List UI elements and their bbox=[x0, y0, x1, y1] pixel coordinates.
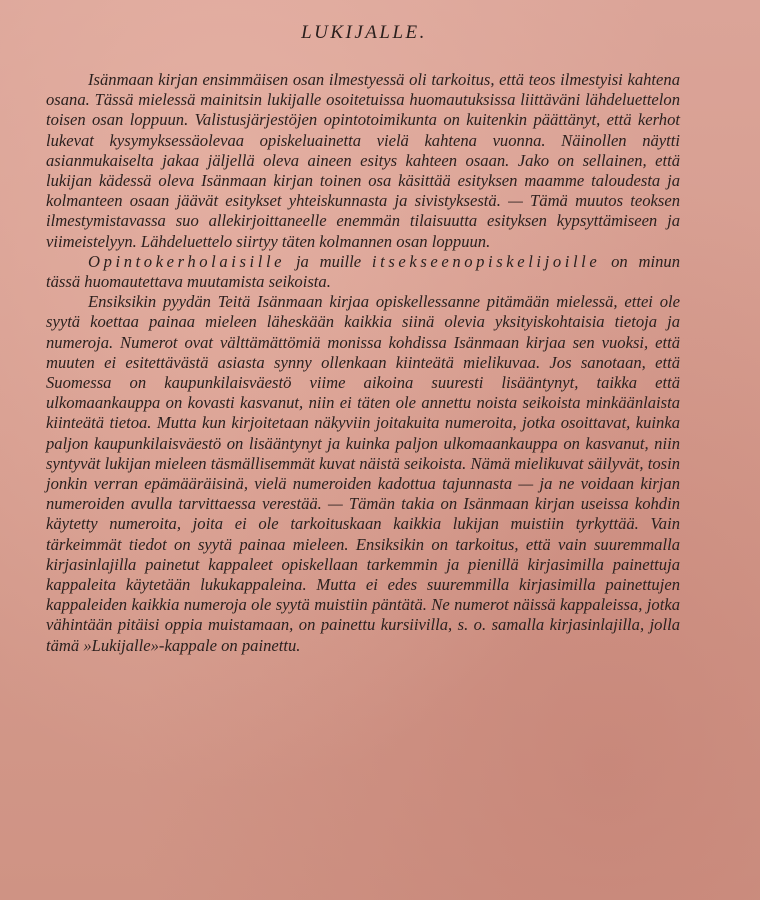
spaced-word-2: itsekseenopiskelijoille bbox=[371, 251, 601, 271]
paragraph-2 bbox=[46, 252, 680, 292]
body-text bbox=[46, 70, 680, 656]
page-title: LUKIJALLE. bbox=[301, 22, 427, 43]
paragraph-1: Isänmaan kirjan ensimmäisen osan ilmestyessä oli tarkoitus, että teos ilmestyisi kahtena osana. Tässä mielessä mainitsin lukijalle osoitetuissa huomautuksissa liittäväni lähdeluettelon toisen osan loppuun. Valistusjärjestöjen opintotoimikunta on kuitenkin päättänyt, että kerhot lukevat kysymyksessäolevaa opiskeluainetta vielä kahtena vuonna. Näinollen näytti asianmukaiselta jakaa jäljellä oleva aineen esitys kahteen osaan. Jako on sellainen, että lukijan kädessä oleva Isänmaan kirjan toinen osa käsittää esityksen maamme taloudesta ja kolmanteen osaan jäävät esitykset yhteiskunnasta ja sivistyksestä. — Tämä muutos teoksen ilmestymistavassa suo allekirjoittaneelle enemmän tilaisuutta esityksen kypsyttämiseen ja viimeistelyyn. Lähdeluettelo siirtyy täten kolmannen osan loppuun. bbox=[46, 70, 680, 251]
paragraph-3: Ensiksikin pyydän Teitä Isänmaan kirjaa opiskellessanne pitämään mielessä, ettei ole syytä koettaa painaa mieleen läheskään kaikkia siinä olevia yksityiskohtaisia tietoja ja numeroja. Numerot ovat välttämättömiä monissa kohdissa Isänmaan kirjaa sen vuoksi, että muuten ei esitettävästä asiasta synny ollenkaan kiinteätä mielikuvaa. Jos sanotaan, että Suomessa on kaupunkilaisväestö viime aikoina suuresti lisääntynyt, taikka että ulkomaankauppa on kovasti kasvanut, niin ei täten ole annettu noista seikoista minkäänlaista kiinteätä tietoa. Mutta kun kirjoitetaan näkyviin joitakuita numeroita, jotka osoittavat, kuinka paljon kaupunkilaisväestö on lisääntynyt ja kuinka paljon ulkomaankauppa on kasvanut, niin syntyvät lukijan mieleen täsmällisemmät kuvat näistä seikoista. Nämä mielikuvat säilyvät, tosin jonkin verran epämääräisinä, vielä numeroiden kadottua tajunnasta — ja ne voidaan kirjan numeroiden avulla tarvittaessa verestää. — Tämän takia on Isänmaan kirjan useissa kohdin käytetty numeroita, joita ei ole tarkoituskaan kaikkia lukijan muistiin tyrkyttää. Vain tärkeimmät tiedot on syytä painaa mieleen. Ensiksikin on tarkoitus, että vain suuremmalla kirjasinlajilla painetut kappaleet opiskellaan tarkemmin ja pienillä kirjasimilla painettuja kappaleita käytetään lukukappaleina. Mutta ei edes suuremmilla kirjasimilla painettujen kappaleiden kaikkia numeroja ole syytä muistiin päntätä. Ne numerot näissä kappaleissa, jotka vähintään pitäisi oppia muistamaan, on painettu kursiivilla, s. o. samalla kirjasinlajilla, jolla tämä »Lukijalle»-kappale on painettu. bbox=[46, 292, 680, 655]
spaced-word-1: Opintokerholaisille bbox=[88, 251, 286, 271]
paragraph-2-rest: on minun tässä huomautettava muutamista seikoista. bbox=[46, 251, 680, 292]
paragraph-2-middle: ja muille bbox=[285, 251, 372, 271]
